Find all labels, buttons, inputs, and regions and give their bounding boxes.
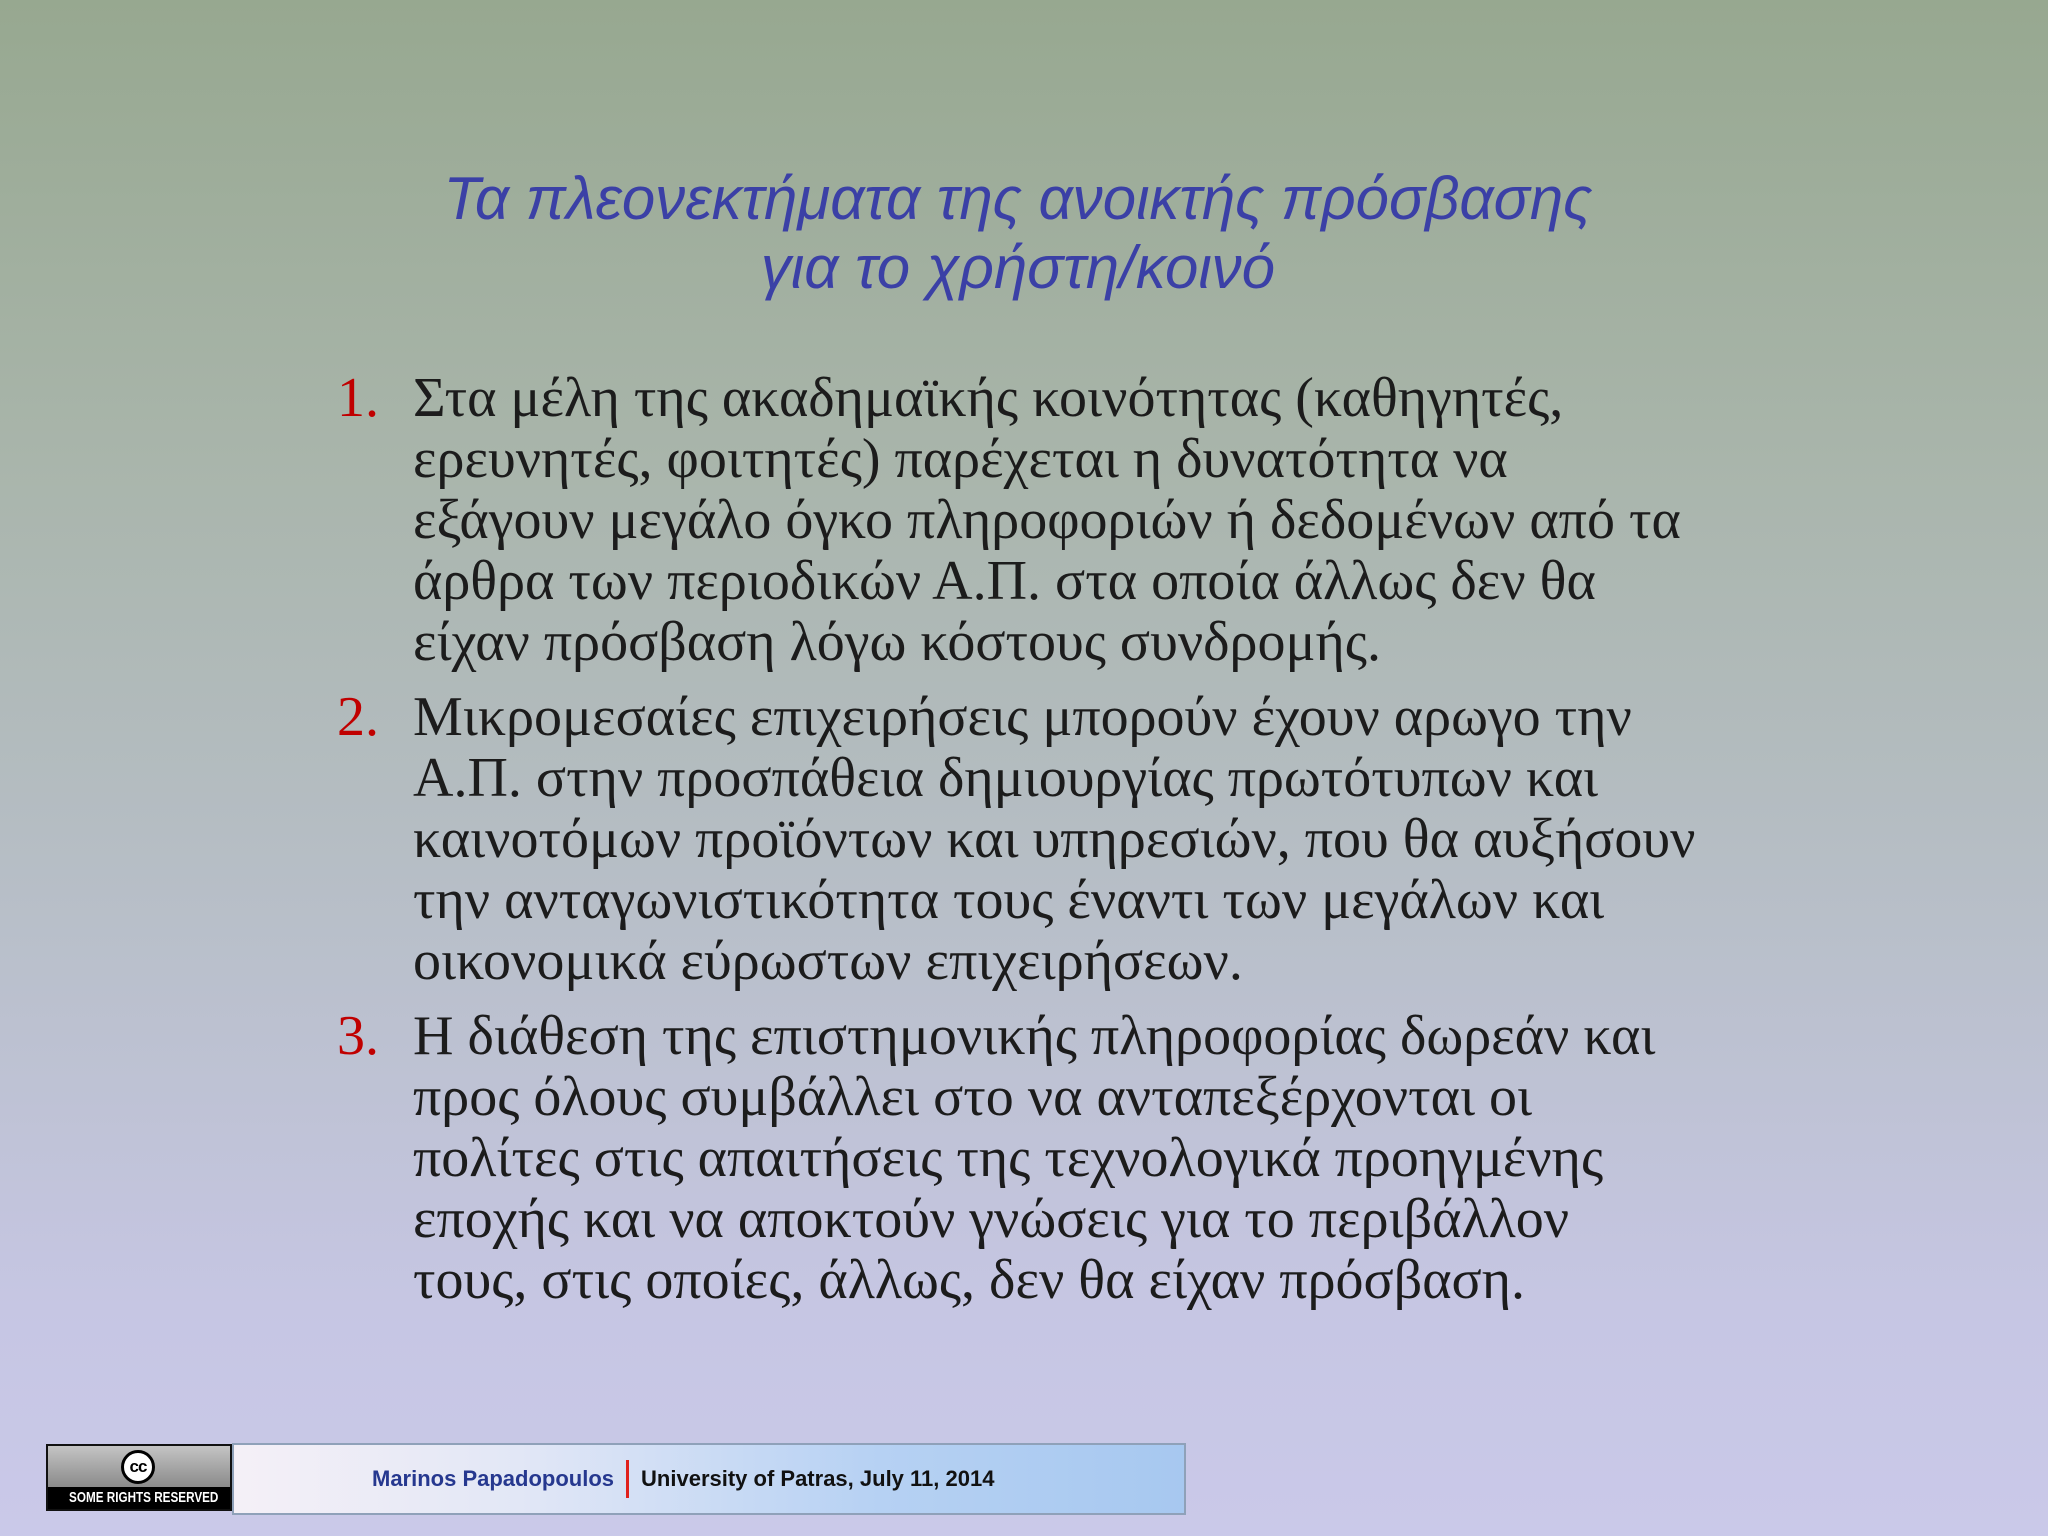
creative-commons-icon: cc	[121, 1450, 155, 1484]
list-number: 3.	[337, 1005, 379, 1067]
text-line: καινοτόμων προϊόντων και υπηρεσιών, που θα αυξήσουν	[413, 808, 1696, 870]
title-line: για το χρήστη/κοινό	[760, 234, 1276, 301]
list-item-text	[413, 1006, 1655, 1311]
list-item	[337, 1006, 1977, 1311]
text-line: εποχής και να αποκτούν γνώσεις για το περιβάλλον	[413, 1188, 1570, 1250]
text-line: Μικρομεσαίες επιχειρήσεις μπορούν έχουν αρωγο την	[413, 686, 1632, 748]
text-line: Η διάθεση της επιστημονικής πληροφορίας δωρεάν και	[413, 1005, 1656, 1067]
license-text: SOME RIGHTS RESERVED	[69, 1489, 219, 1506]
numbered-list	[337, 368, 1977, 1311]
text-line: εξάγουν μεγάλο όγκο πληροφοριών ή δεδομένων από τα	[413, 489, 1681, 551]
text-line: πολίτες στις απαιτήσεις της τεχνολογικά προηγμένης	[413, 1127, 1604, 1189]
text-line: τους, στις οποίες, άλλως, δεν θα είχαν πρόσβαση.	[413, 1249, 1526, 1311]
title-line: Τα πλεονεκτήματα της ανοικτής πρόσβασης	[443, 165, 1593, 232]
license-strip	[48, 1487, 230, 1509]
footer-bar	[232, 1443, 1186, 1515]
footer-separator	[626, 1460, 629, 1498]
cc-license-badge	[46, 1444, 232, 1511]
list-item	[337, 368, 1977, 673]
text-line: οικονομικά εύρωστων επιχειρήσεων.	[413, 930, 1243, 992]
text-line: Στα μέλη της ακαδημαϊκής κοινότητας (καθηγητές,	[413, 367, 1564, 429]
list-number: 2.	[337, 686, 379, 748]
list-item	[337, 687, 1977, 992]
page-title	[0, 164, 2036, 302]
author-name: Marinos Papadopoulos	[372, 1466, 615, 1491]
text-line: ερευνητές, φοιτητές) παρέχεται η δυνατότητα να	[413, 428, 1508, 490]
text-line: Α.Π. στην προσπάθεια δημιουργίας πρωτότυπων και	[413, 747, 1599, 809]
list-item-text	[413, 687, 1695, 992]
list-number: 1.	[337, 367, 379, 429]
text-line: την ανταγωνιστικότητα τους έναντι των μεγάλων και	[413, 869, 1605, 931]
text-line: προς όλους συμβάλλει στο να ανταπεξέρχονται οι	[413, 1066, 1533, 1128]
text-line: είχαν πρόσβαση λόγω κόστους συνδρομής.	[413, 611, 1381, 673]
list-item-text	[413, 368, 1681, 673]
text-line: άρθρα των περιοδικών Α.Π. στα οποία άλλως δεν θα	[413, 550, 1596, 612]
event-info: University of Patras, July 11, 2014	[641, 1466, 995, 1491]
